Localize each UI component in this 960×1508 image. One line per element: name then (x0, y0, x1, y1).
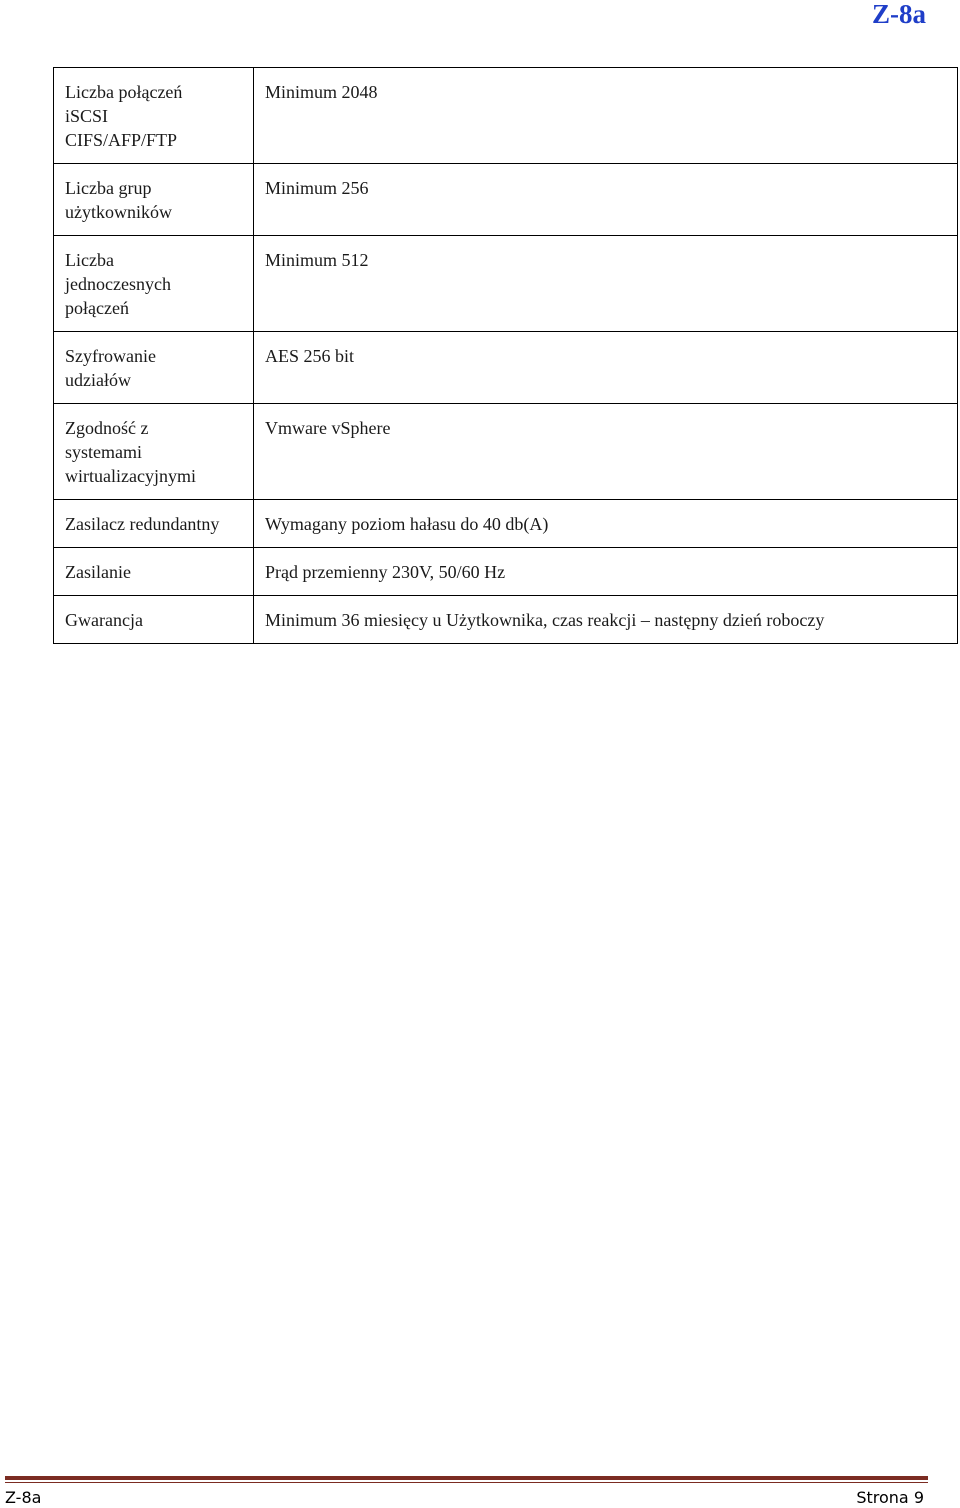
table-row (54, 548, 958, 596)
spec-value-cell: Prąd przemienny 230V, 50/60 Hz (254, 548, 958, 596)
table-row (54, 404, 958, 500)
table-row (54, 332, 958, 404)
spec-label-cell (54, 164, 254, 236)
spec-label-line: Gwarancja (65, 610, 143, 630)
spec-label-line: iSCSI (65, 106, 109, 126)
table-row (54, 236, 958, 332)
spec-value-cell: Minimum 512 (254, 236, 958, 332)
spec-label-line: połączeń (65, 298, 129, 318)
spec-label-line: CIFS/AFP/FTP (65, 130, 178, 150)
spec-label-line: jednoczesnych (65, 274, 171, 294)
spec-label-cell (54, 236, 254, 332)
table-row (54, 596, 958, 644)
spec-label-line: użytkowników (65, 202, 172, 222)
footer-rule (5, 1476, 928, 1480)
spec-label-cell (54, 404, 254, 500)
spec-value-cell: Vmware vSphere (254, 404, 958, 500)
spec-label-line: Zgodność z (65, 418, 149, 438)
spec-table-body (54, 68, 958, 644)
footer-page-number: Strona 9 (856, 1488, 924, 1507)
spec-label-line: systemami (65, 442, 142, 462)
spec-label-cell (54, 500, 254, 548)
spec-label-line: Liczba grup (65, 178, 152, 198)
spec-value-cell: Minimum 256 (254, 164, 958, 236)
spec-label-line: Zasilanie (65, 562, 131, 582)
spec-label-line: Szyfrowanie (65, 346, 156, 366)
spec-label-cell (54, 548, 254, 596)
table-row (54, 164, 958, 236)
table-row (54, 500, 958, 548)
spec-label-line: Liczba (65, 250, 114, 270)
document-code: Z-8a (872, 0, 926, 29)
spec-label-cell (54, 68, 254, 164)
spec-value-cell: Minimum 2048 (254, 68, 958, 164)
spec-label-line: Liczba połączeń (65, 82, 183, 102)
spec-value-cell: AES 256 bit (254, 332, 958, 404)
footer-rule-thin (5, 1482, 928, 1483)
spec-table (53, 67, 958, 644)
spec-label-cell (54, 596, 254, 644)
table-row (54, 68, 958, 164)
spec-label-line: wirtualizacyjnymi (65, 466, 196, 486)
footer-document-code: Z-8a (5, 1488, 42, 1507)
spec-label-cell (54, 332, 254, 404)
spec-label-line: udziałów (65, 370, 131, 390)
spec-value-cell: Minimum 36 miesięcy u Użytkownika, czas reakcji – następny dzień roboczy (254, 596, 958, 644)
spec-label-line: Zasilacz redundantny (65, 514, 220, 534)
spec-value-cell: Wymagany poziom hałasu do 40 db(A) (254, 500, 958, 548)
